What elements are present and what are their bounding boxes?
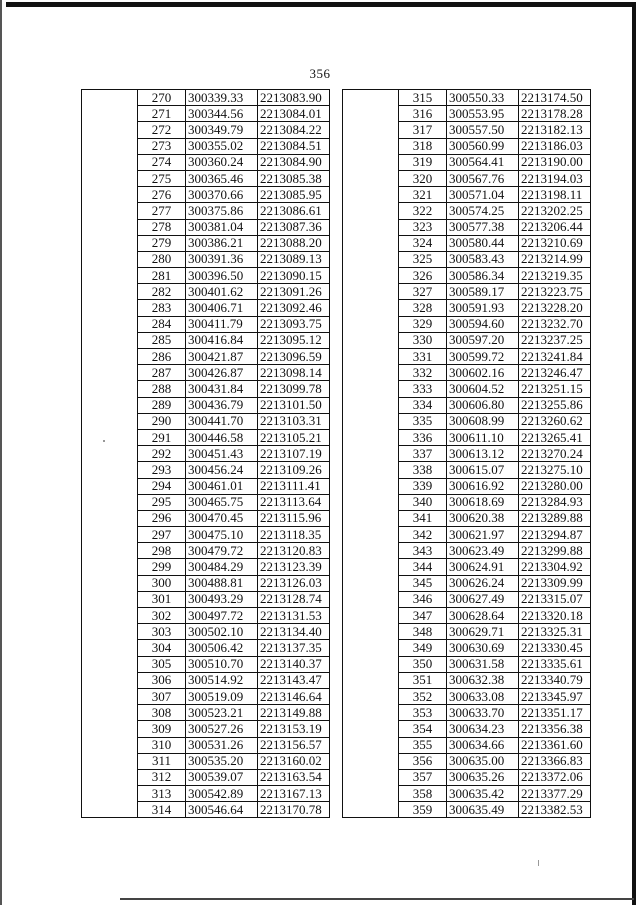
coordinate-table-left-body	[82, 90, 330, 818]
y-coordinate-cell: 2213372.06	[519, 769, 591, 785]
y-coordinate-cell: 2213120.83	[258, 543, 330, 559]
point-number-cell: 316	[399, 106, 447, 122]
x-coordinate-cell: 300628.64	[447, 608, 519, 624]
point-number-cell: 309	[138, 721, 186, 737]
y-coordinate-cell: 2213115.96	[258, 510, 330, 526]
point-number-cell: 301	[138, 591, 186, 607]
x-coordinate-cell: 300633.70	[447, 705, 519, 721]
point-number-cell: 350	[399, 656, 447, 672]
x-coordinate-cell: 300560.99	[447, 138, 519, 154]
y-coordinate-cell: 2213131.53	[258, 608, 330, 624]
x-coordinate-cell: 300396.50	[186, 268, 258, 284]
y-coordinate-cell: 2213223.75	[519, 284, 591, 300]
page-bottom-line	[120, 898, 634, 900]
point-number-cell: 284	[138, 316, 186, 332]
y-coordinate-cell: 2213098.14	[258, 365, 330, 381]
y-coordinate-cell: 2213232.70	[519, 316, 591, 332]
x-coordinate-cell: 300535.20	[186, 753, 258, 769]
page-top-border	[6, 2, 634, 7]
y-coordinate-cell: 2213315.07	[519, 591, 591, 607]
y-coordinate-cell: 2213270.24	[519, 446, 591, 462]
y-coordinate-cell: 2213320.18	[519, 608, 591, 624]
point-number-cell: 274	[138, 154, 186, 170]
point-number-cell: 337	[399, 446, 447, 462]
y-coordinate-cell: 2213084.90	[258, 154, 330, 170]
y-coordinate-cell: 2213246.47	[519, 365, 591, 381]
x-coordinate-cell: 300431.84	[186, 381, 258, 397]
y-coordinate-cell: 2213325.31	[519, 624, 591, 640]
y-coordinate-cell: 2213275.10	[519, 462, 591, 478]
point-number-cell: 312	[138, 769, 186, 785]
x-coordinate-cell: 300627.49	[447, 591, 519, 607]
y-coordinate-cell: 2213210.69	[519, 235, 591, 251]
point-number-cell: 344	[399, 559, 447, 575]
coordinate-table-left	[81, 89, 330, 818]
point-number-cell: 320	[399, 170, 447, 186]
x-coordinate-cell: 300630.69	[447, 640, 519, 656]
x-coordinate-cell: 300611.10	[447, 429, 519, 445]
x-coordinate-cell: 300391.36	[186, 251, 258, 267]
x-coordinate-cell: 300381.04	[186, 219, 258, 235]
point-number-cell: 348	[399, 624, 447, 640]
point-number-cell: 273	[138, 138, 186, 154]
y-coordinate-cell: 2213202.25	[519, 203, 591, 219]
coordinate-table-right-body	[343, 90, 591, 818]
y-coordinate-cell: 2213087.36	[258, 219, 330, 235]
point-number-cell: 283	[138, 300, 186, 316]
page-number: 356	[309, 66, 331, 81]
y-coordinate-cell: 2213084.51	[258, 138, 330, 154]
x-coordinate-cell: 300416.84	[186, 332, 258, 348]
point-number-cell: 324	[399, 235, 447, 251]
x-coordinate-cell: 300506.42	[186, 640, 258, 656]
y-coordinate-cell: 2213083.90	[258, 90, 330, 106]
point-number-cell: 351	[399, 672, 447, 688]
x-coordinate-cell: 300370.66	[186, 187, 258, 203]
y-coordinate-cell: 2213109.26	[258, 462, 330, 478]
x-coordinate-cell: 300531.26	[186, 737, 258, 753]
y-coordinate-cell: 2213206.44	[519, 219, 591, 235]
x-coordinate-cell: 300446.58	[186, 429, 258, 445]
point-number-cell: 352	[399, 688, 447, 704]
point-number-cell: 305	[138, 656, 186, 672]
point-number-cell: 331	[399, 349, 447, 365]
x-coordinate-cell: 300633.08	[447, 688, 519, 704]
point-number-cell: 326	[399, 268, 447, 284]
x-coordinate-cell: 300635.42	[447, 786, 519, 802]
y-coordinate-cell: 2213111.41	[258, 478, 330, 494]
y-coordinate-cell: 2213284.93	[519, 494, 591, 510]
point-number-cell: 286	[138, 349, 186, 365]
x-coordinate-cell: 300591.93	[447, 300, 519, 316]
y-coordinate-cell: 2213294.87	[519, 527, 591, 543]
table-row	[82, 90, 330, 106]
x-coordinate-cell: 300339.33	[186, 90, 258, 106]
x-coordinate-cell: 300594.60	[447, 316, 519, 332]
x-coordinate-cell: 300527.26	[186, 721, 258, 737]
point-number-cell: 282	[138, 284, 186, 300]
blank-label-column	[343, 90, 399, 818]
y-coordinate-cell: 2213090.15	[258, 268, 330, 284]
x-coordinate-cell: 300629.71	[447, 624, 519, 640]
y-coordinate-cell: 2213186.03	[519, 138, 591, 154]
y-coordinate-cell: 2213198.11	[519, 187, 591, 203]
x-coordinate-cell: 300441.70	[186, 413, 258, 429]
y-coordinate-cell: 2213345.97	[519, 688, 591, 704]
x-coordinate-cell: 300626.24	[447, 575, 519, 591]
point-number-cell: 358	[399, 786, 447, 802]
y-coordinate-cell: 2213101.50	[258, 397, 330, 413]
point-number-cell: 277	[138, 203, 186, 219]
x-coordinate-cell: 300411.79	[186, 316, 258, 332]
coordinate-table-right	[342, 89, 591, 818]
x-coordinate-cell: 300580.44	[447, 235, 519, 251]
y-coordinate-cell: 2213335.61	[519, 656, 591, 672]
x-coordinate-cell: 300604.52	[447, 381, 519, 397]
x-coordinate-cell: 300602.16	[447, 365, 519, 381]
point-number-cell: 339	[399, 478, 447, 494]
x-coordinate-cell: 300589.17	[447, 284, 519, 300]
x-coordinate-cell: 300344.56	[186, 106, 258, 122]
point-number-cell: 310	[138, 737, 186, 753]
y-coordinate-cell: 2213299.88	[519, 543, 591, 559]
y-coordinate-cell: 2213356.38	[519, 721, 591, 737]
point-number-cell: 359	[399, 802, 447, 818]
point-number-cell: 353	[399, 705, 447, 721]
point-number-cell: 321	[399, 187, 447, 203]
y-coordinate-cell: 2213361.60	[519, 737, 591, 753]
point-number-cell: 315	[399, 90, 447, 106]
point-number-cell: 346	[399, 591, 447, 607]
x-coordinate-cell: 300461.01	[186, 478, 258, 494]
point-number-cell: 292	[138, 446, 186, 462]
point-number-cell: 276	[138, 187, 186, 203]
point-number-cell: 272	[138, 122, 186, 138]
y-coordinate-cell: 2213099.78	[258, 381, 330, 397]
point-number-cell: 299	[138, 559, 186, 575]
x-coordinate-cell: 300567.76	[447, 170, 519, 186]
y-coordinate-cell: 2213340.79	[519, 672, 591, 688]
y-coordinate-cell: 2213330.45	[519, 640, 591, 656]
point-number-cell: 291	[138, 429, 186, 445]
y-coordinate-cell: 2213085.95	[258, 187, 330, 203]
x-coordinate-cell: 300615.07	[447, 462, 519, 478]
y-coordinate-cell: 2213194.03	[519, 170, 591, 186]
point-number-cell: 280	[138, 251, 186, 267]
x-coordinate-cell: 300401.62	[186, 284, 258, 300]
x-coordinate-cell: 300456.24	[186, 462, 258, 478]
point-number-cell: 342	[399, 527, 447, 543]
point-number-cell: 347	[399, 608, 447, 624]
point-number-cell: 288	[138, 381, 186, 397]
point-number-cell: 285	[138, 332, 186, 348]
point-number-cell: 314	[138, 802, 186, 818]
point-number-cell: 298	[138, 543, 186, 559]
x-coordinate-cell: 300621.97	[447, 527, 519, 543]
y-coordinate-cell: 2213086.61	[258, 203, 330, 219]
point-number-cell: 355	[399, 737, 447, 753]
x-coordinate-cell: 300553.95	[447, 106, 519, 122]
blank-label-column	[82, 90, 138, 818]
x-coordinate-cell: 300523.21	[186, 705, 258, 721]
point-number-cell: 336	[399, 429, 447, 445]
y-coordinate-cell: 2213088.20	[258, 235, 330, 251]
y-coordinate-cell: 2213118.35	[258, 527, 330, 543]
x-coordinate-cell: 300616.92	[447, 478, 519, 494]
point-number-cell: 278	[138, 219, 186, 235]
x-coordinate-cell: 300635.00	[447, 753, 519, 769]
x-coordinate-cell: 300519.09	[186, 688, 258, 704]
point-number-cell: 340	[399, 494, 447, 510]
x-coordinate-cell: 300475.10	[186, 527, 258, 543]
point-number-cell: 354	[399, 721, 447, 737]
scan-speck	[103, 440, 105, 442]
point-number-cell: 296	[138, 510, 186, 526]
y-coordinate-cell: 2213309.99	[519, 575, 591, 591]
x-coordinate-cell: 300546.64	[186, 802, 258, 818]
x-coordinate-cell: 300497.72	[186, 608, 258, 624]
x-coordinate-cell: 300479.72	[186, 543, 258, 559]
point-number-cell: 338	[399, 462, 447, 478]
y-coordinate-cell: 2213123.39	[258, 559, 330, 575]
point-number-cell: 281	[138, 268, 186, 284]
x-coordinate-cell: 300514.92	[186, 672, 258, 688]
y-coordinate-cell: 2213103.31	[258, 413, 330, 429]
y-coordinate-cell: 2213134.40	[258, 624, 330, 640]
y-coordinate-cell: 2213260.62	[519, 413, 591, 429]
x-coordinate-cell: 300465.75	[186, 494, 258, 510]
x-coordinate-cell: 300586.34	[447, 268, 519, 284]
x-coordinate-cell: 300539.07	[186, 769, 258, 785]
x-coordinate-cell: 300349.79	[186, 122, 258, 138]
y-coordinate-cell: 2213089.13	[258, 251, 330, 267]
point-number-cell: 275	[138, 170, 186, 186]
y-coordinate-cell: 2213095.12	[258, 332, 330, 348]
y-coordinate-cell: 2213160.02	[258, 753, 330, 769]
x-coordinate-cell: 300606.80	[447, 397, 519, 413]
x-coordinate-cell: 300564.41	[447, 154, 519, 170]
x-coordinate-cell: 300360.24	[186, 154, 258, 170]
y-coordinate-cell: 2213146.64	[258, 688, 330, 704]
point-number-cell: 322	[399, 203, 447, 219]
point-number-cell: 323	[399, 219, 447, 235]
y-coordinate-cell: 2213128.74	[258, 591, 330, 607]
point-number-cell: 311	[138, 753, 186, 769]
point-number-cell: 330	[399, 332, 447, 348]
scan-mark	[538, 860, 539, 866]
page-right-border	[632, 2, 636, 905]
x-coordinate-cell: 300577.38	[447, 219, 519, 235]
x-coordinate-cell: 300542.89	[186, 786, 258, 802]
x-coordinate-cell: 300488.81	[186, 575, 258, 591]
y-coordinate-cell: 2213280.00	[519, 478, 591, 494]
y-coordinate-cell: 2213377.29	[519, 786, 591, 802]
y-coordinate-cell: 2213107.19	[258, 446, 330, 462]
x-coordinate-cell: 300386.21	[186, 235, 258, 251]
y-coordinate-cell: 2213265.41	[519, 429, 591, 445]
y-coordinate-cell: 2213190.00	[519, 154, 591, 170]
y-coordinate-cell: 2213163.54	[258, 769, 330, 785]
y-coordinate-cell: 2213219.35	[519, 268, 591, 284]
point-number-cell: 294	[138, 478, 186, 494]
x-coordinate-cell: 300557.50	[447, 122, 519, 138]
y-coordinate-cell: 2213366.83	[519, 753, 591, 769]
point-number-cell: 289	[138, 397, 186, 413]
y-coordinate-cell: 2213093.75	[258, 316, 330, 332]
x-coordinate-cell: 300608.99	[447, 413, 519, 429]
y-coordinate-cell: 2213143.47	[258, 672, 330, 688]
x-coordinate-cell: 300624.91	[447, 559, 519, 575]
point-number-cell: 341	[399, 510, 447, 526]
x-coordinate-cell: 300613.12	[447, 446, 519, 462]
point-number-cell: 317	[399, 122, 447, 138]
y-coordinate-cell: 2213304.92	[519, 559, 591, 575]
point-number-cell: 318	[399, 138, 447, 154]
x-coordinate-cell: 300623.49	[447, 543, 519, 559]
point-number-cell: 293	[138, 462, 186, 478]
y-coordinate-cell: 2213289.88	[519, 510, 591, 526]
point-number-cell: 313	[138, 786, 186, 802]
x-coordinate-cell: 300574.25	[447, 203, 519, 219]
y-coordinate-cell: 2213156.57	[258, 737, 330, 753]
y-coordinate-cell: 2213126.03	[258, 575, 330, 591]
page-left-edge	[0, 0, 2, 905]
point-number-cell: 343	[399, 543, 447, 559]
y-coordinate-cell: 2213237.25	[519, 332, 591, 348]
y-coordinate-cell: 2213251.15	[519, 381, 591, 397]
y-coordinate-cell: 2213182.13	[519, 122, 591, 138]
point-number-cell: 335	[399, 413, 447, 429]
point-number-cell: 300	[138, 575, 186, 591]
y-coordinate-cell: 2213382.53	[519, 802, 591, 818]
x-coordinate-cell: 300470.45	[186, 510, 258, 526]
x-coordinate-cell: 300618.69	[447, 494, 519, 510]
point-number-cell: 345	[399, 575, 447, 591]
y-coordinate-cell: 2213214.99	[519, 251, 591, 267]
y-coordinate-cell: 2213241.84	[519, 349, 591, 365]
y-coordinate-cell: 2213105.21	[258, 429, 330, 445]
x-coordinate-cell: 300634.23	[447, 721, 519, 737]
x-coordinate-cell: 300510.70	[186, 656, 258, 672]
point-number-cell: 271	[138, 106, 186, 122]
y-coordinate-cell: 2213174.50	[519, 90, 591, 106]
point-number-cell: 357	[399, 769, 447, 785]
x-coordinate-cell: 300635.26	[447, 769, 519, 785]
x-coordinate-cell: 300451.43	[186, 446, 258, 462]
x-coordinate-cell: 300355.02	[186, 138, 258, 154]
point-number-cell: 325	[399, 251, 447, 267]
point-number-cell: 295	[138, 494, 186, 510]
y-coordinate-cell: 2213091.26	[258, 284, 330, 300]
point-number-cell: 327	[399, 284, 447, 300]
point-number-cell: 308	[138, 705, 186, 721]
x-coordinate-cell: 300631.58	[447, 656, 519, 672]
x-coordinate-cell: 300426.87	[186, 365, 258, 381]
x-coordinate-cell: 300375.86	[186, 203, 258, 219]
x-coordinate-cell: 300493.29	[186, 591, 258, 607]
x-coordinate-cell: 300406.71	[186, 300, 258, 316]
point-number-cell: 329	[399, 316, 447, 332]
point-number-cell: 297	[138, 527, 186, 543]
y-coordinate-cell: 2213255.86	[519, 397, 591, 413]
x-coordinate-cell: 300502.10	[186, 624, 258, 640]
point-number-cell: 319	[399, 154, 447, 170]
x-coordinate-cell: 300365.46	[186, 170, 258, 186]
point-number-cell: 334	[399, 397, 447, 413]
y-coordinate-cell: 2213167.13	[258, 786, 330, 802]
point-number-cell: 302	[138, 608, 186, 624]
point-number-cell: 356	[399, 753, 447, 769]
y-coordinate-cell: 2213085.38	[258, 170, 330, 186]
point-number-cell: 287	[138, 365, 186, 381]
x-coordinate-cell: 300571.04	[447, 187, 519, 203]
y-coordinate-cell: 2213170.78	[258, 802, 330, 818]
y-coordinate-cell: 2213153.19	[258, 721, 330, 737]
x-coordinate-cell: 300421.87	[186, 349, 258, 365]
point-number-cell: 290	[138, 413, 186, 429]
y-coordinate-cell: 2213084.22	[258, 122, 330, 138]
y-coordinate-cell: 2213149.88	[258, 705, 330, 721]
x-coordinate-cell: 300634.66	[447, 737, 519, 753]
y-coordinate-cell: 2213113.64	[258, 494, 330, 510]
x-coordinate-cell: 300620.38	[447, 510, 519, 526]
y-coordinate-cell: 2213351.17	[519, 705, 591, 721]
x-coordinate-cell: 300632.38	[447, 672, 519, 688]
x-coordinate-cell: 300599.72	[447, 349, 519, 365]
point-number-cell: 304	[138, 640, 186, 656]
y-coordinate-cell: 2213140.37	[258, 656, 330, 672]
point-number-cell: 328	[399, 300, 447, 316]
table-row	[343, 90, 591, 106]
point-number-cell: 270	[138, 90, 186, 106]
x-coordinate-cell: 300597.20	[447, 332, 519, 348]
point-number-cell: 303	[138, 624, 186, 640]
y-coordinate-cell: 2213092.46	[258, 300, 330, 316]
point-number-cell: 349	[399, 640, 447, 656]
x-coordinate-cell: 300436.79	[186, 397, 258, 413]
x-coordinate-cell: 300484.29	[186, 559, 258, 575]
point-number-cell: 307	[138, 688, 186, 704]
y-coordinate-cell: 2213178.28	[519, 106, 591, 122]
y-coordinate-cell: 2213137.35	[258, 640, 330, 656]
point-number-cell: 332	[399, 365, 447, 381]
point-number-cell: 279	[138, 235, 186, 251]
point-number-cell: 333	[399, 381, 447, 397]
x-coordinate-cell: 300583.43	[447, 251, 519, 267]
y-coordinate-cell: 2213096.59	[258, 349, 330, 365]
y-coordinate-cell: 2213228.20	[519, 300, 591, 316]
point-number-cell: 306	[138, 672, 186, 688]
y-coordinate-cell: 2213084.01	[258, 106, 330, 122]
x-coordinate-cell: 300635.49	[447, 802, 519, 818]
x-coordinate-cell: 300550.33	[447, 90, 519, 106]
